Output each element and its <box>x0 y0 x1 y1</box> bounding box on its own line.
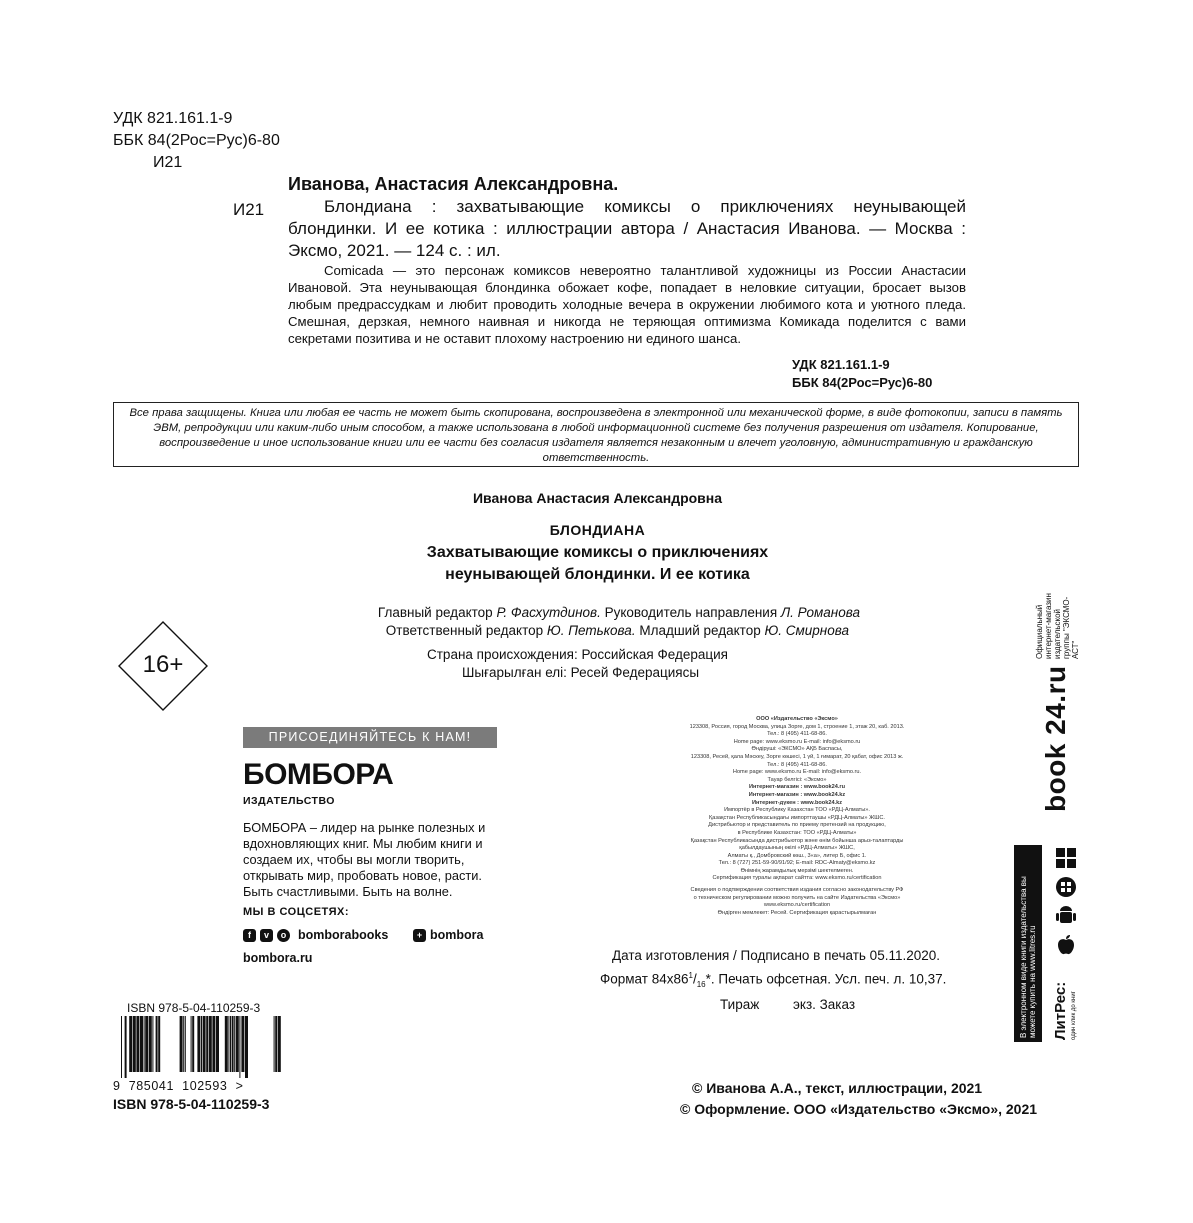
imprint-line: Интернет-дүкен : www.book24.kz <box>751 799 843 806</box>
barcode-bar <box>212 1016 215 1072</box>
bombora-logo-subtitle: ИЗДАТЕЛЬСТВО <box>243 795 335 807</box>
litres-tagline: один клик до книг <box>1071 991 1077 1040</box>
imprint-line: www.eksmo.ru/certification <box>763 902 831 909</box>
imprint-line: о техническом регулировании можно получить на сайте Издательства «Эксмо» <box>693 894 901 901</box>
windows-phone-icon <box>1054 875 1078 899</box>
barcode-bar <box>158 1016 160 1072</box>
bombora-promo: БОМБОРА – лидер на рынке полезных и вдохновляющих книг. Мы любим книги и создаем их, чтобы вы могли творить, открывать мир, пробовать новое, расти. Быть счастливыми. Быть на волне. <box>243 820 486 899</box>
barcode-bar <box>121 1016 122 1078</box>
barcode-bar <box>225 1016 228 1072</box>
udk-right: УДК 821.161.1-9 <box>792 357 890 372</box>
barcode-bar <box>191 1016 192 1072</box>
imprint-line: Өндірген мемлекет: Ресей. Сертификация қарастырылмаған <box>717 909 877 916</box>
imprint-block <box>652 716 942 917</box>
bbk-right: ББК 84(2Рос=Рус)6-80 <box>792 375 933 390</box>
barcode-bar <box>232 1016 234 1072</box>
imprint-line: Қазақстан Республикасындағы импорттаушы «РДЦ-Алматы» ЖШС. <box>709 814 885 821</box>
join-banner: ПРИСОЕДИНЯЙТЕСЬ К НАМ! <box>243 727 497 748</box>
format-sup: 1 <box>688 971 693 980</box>
barcode-bar <box>144 1016 145 1072</box>
imprint-line: Home page: www.eksmo.ru E-mail: info@eksmo.ru <box>733 738 861 745</box>
barcode-bar <box>197 1016 200 1072</box>
imprint-line: Өндіруші: «ЭКСМО» АҚБ Баспасы, <box>751 746 843 753</box>
platform-icons <box>1054 846 1080 962</box>
barcode-bar <box>192 1016 194 1072</box>
author-code-left: И21 <box>153 154 183 171</box>
country-ru: Страна происхождения: Российская Федерация <box>427 647 728 662</box>
barcode-bar <box>274 1016 275 1072</box>
barcode-bar <box>216 1016 219 1072</box>
country-kz: Шығарылған елі: Ресей Федерациясы <box>462 665 700 680</box>
format-text: Формат 84x86 <box>600 971 689 987</box>
production-info <box>600 946 946 1015</box>
bombora-site[interactable]: bombora.ru <box>243 951 313 965</box>
imprint-line: Тел.: 8 (495) 411-68-86. <box>767 761 827 768</box>
imprint-line: Өнімнің жарамдылық мерзімі шектелмеген. <box>740 867 854 874</box>
imprint-line: Home page: www.eksmo.ru E-mail: info@eksmo.ru. <box>732 769 862 776</box>
litres-text: В электронном виде книги издательства вы можете купить на www.litres.ru <box>1019 876 1037 1038</box>
bib-author: Иванова, Анастасия Александровна. <box>288 174 619 194</box>
staff-person: Р. Фасхутдинов. <box>496 605 601 620</box>
production-date: Дата изготовления / Подписано в печать 05.11.2020. <box>612 948 940 963</box>
vk-icon: v <box>260 929 273 942</box>
social-link-bomborabooks[interactable] <box>243 928 388 942</box>
imprint-line: Импортёр в Республику Казахстан ТОО «РДЦ-Алматы». <box>724 807 870 814</box>
staff-role: Главный редактор <box>377 605 497 620</box>
barcode-bar <box>228 1016 229 1072</box>
staff-person: Ю. Смирнова <box>764 623 849 638</box>
yandex-zen-icon: + <box>413 929 426 942</box>
age-rating-text: 16+ <box>142 651 184 678</box>
age-rating-badge <box>118 621 208 711</box>
windows-icon <box>1054 846 1078 870</box>
copyright-line1: © Иванова А.А., текст, иллюстрации, 2021 <box>692 1080 983 1096</box>
barcode-bar <box>245 1016 248 1078</box>
staff-person: Ю. Петькова. <box>546 623 636 638</box>
book-subtitle-line2: неунывающей блондинки. И ее котика <box>445 566 750 583</box>
imprint-line: Дистрибьютор и представитель по приему претензий на продукцию, <box>708 822 886 829</box>
imprint-line: Интернет-магазин : www.book24.kz <box>748 791 846 798</box>
bib-code: И21 <box>233 200 265 219</box>
udk-right-block <box>792 356 932 392</box>
barcode-bar <box>241 1016 244 1072</box>
book24-tagline: Официальный интернет-магазин издательской группы "ЭКСМО-АСТ" <box>1035 593 1080 659</box>
staff-person: Л. Романова <box>780 605 860 620</box>
barcode <box>113 1016 283 1093</box>
bombora-logo: БОМБОРА <box>243 758 394 791</box>
udk-left: УДК 821.161.1-9 <box>113 110 233 127</box>
staff-role: Руководитель направления <box>600 605 781 620</box>
barcode-bar <box>152 1016 153 1072</box>
imprint-line: Интернет-магазин : www.book24.ru <box>748 784 846 791</box>
barcode-digits: 9 785041 102593 > <box>113 1079 244 1093</box>
barcode-bar <box>278 1016 281 1072</box>
social-handle: bombora <box>430 928 484 942</box>
barcode-bar <box>156 1016 158 1072</box>
apple-icon <box>1054 933 1078 957</box>
barcode-bar <box>234 1016 235 1072</box>
instagram-icon: o <box>277 929 290 942</box>
book-subtitle-line1: Захватывающие комиксы о приключениях <box>426 544 769 561</box>
isbn-top: ISBN 978-5-04-110259-3 <box>127 1001 261 1015</box>
barcode-bar <box>236 1016 239 1072</box>
imprint-line: Қазақстан Республикасында дистрибьютор және өнім бойынша арыз-талаптарды <box>690 837 904 844</box>
imprint-line: Тауар белгісі: «Эксмо» <box>767 776 827 783</box>
android-icon <box>1054 904 1078 928</box>
imprint-line: в Республике Казахстан: ТОО «РДЦ-Алматы» <box>737 829 857 836</box>
imprint-line: 123308, Ресей, қала Мәскеу, Зорге көшесі, 1 үй, 1 ғимарат, 20 қабат, офис 2013 ж. <box>690 753 904 760</box>
imprint-line: 123308, Россия, город Москва, улица Зорге, дом 1, строение 1, этаж 20, каб. 2013. <box>689 723 905 730</box>
rights-notice: Все права защищены. Книга или любая ее часть не может быть скопирована, воспроизведена в электронной или механической форме, в виде фотокопии, записи в память ЭВМ, репродукции или каким-либо иным способом, а также использована в любой информационной системе без получения разрешения от издателя. Копирование, воспроизведение и иное использование книги или ее части без согласия издателя является незаконным и влечет уголовную, административную и гражданскую ответственность. <box>113 402 1079 467</box>
barcode-bar <box>275 1016 277 1072</box>
staff-role: Ответственный редактор <box>385 623 547 638</box>
social-link-bombora[interactable] <box>413 928 483 942</box>
book-author: Иванова Анастасия Александровна <box>472 490 723 506</box>
imprint-line: ООО «Издательство «Эксмо» <box>756 716 838 722</box>
barcode-icon <box>113 1016 283 1078</box>
barcode-bar <box>230 1016 231 1072</box>
book24-logo[interactable]: book 24.ru <box>1040 665 1071 812</box>
barcode-bar <box>206 1016 208 1072</box>
book-title: БЛОНДИАНА <box>549 522 646 538</box>
social-handle: bomborabooks <box>298 928 389 942</box>
barcode-bar <box>209 1016 212 1072</box>
imprint-line: Сертификация туралы ақпарат сайтта: www.eksmo.ru/certification <box>712 875 882 882</box>
barcode-bar <box>183 1016 184 1072</box>
imprint-line: Сведения о подтверждении соответствия издания согласно законодательству РФ <box>690 887 904 894</box>
bbk-left: ББК 84(2Рос=Рус)6-80 <box>113 132 280 149</box>
barcode-bar <box>145 1016 148 1072</box>
facebook-icon: f <box>243 929 256 942</box>
staff-line-1 <box>300 603 860 622</box>
barcode-bar <box>125 1016 127 1078</box>
production-format: Формат $84x86^1/_{16}*$. Печать офсетная. Усл. печ. л. 10,37. <box>600 971 947 990</box>
barcode-bar <box>185 1016 186 1072</box>
social-heading: МЫ В СОЦСЕТЯХ: <box>243 906 350 918</box>
copyright <box>680 1078 1038 1120</box>
imprint-line: Алматы қ., Домбровский көш., 3«а», литер Б, офис 1. <box>727 852 867 859</box>
barcode-bar <box>239 1016 240 1078</box>
barcode-bar <box>180 1016 183 1072</box>
litres-logo[interactable]: ЛитРес: <box>1052 981 1069 1040</box>
barcode-bar <box>201 1016 202 1072</box>
imprint-line: Тел.: 8 (495) 411-68-86. <box>767 731 827 738</box>
isbn-bottom: ISBN 978-5-04-110259-3 <box>113 1096 270 1112</box>
barcode-bar <box>136 1016 139 1072</box>
book-subtitle <box>300 542 895 586</box>
production-run: Тираж экз. Заказ <box>720 997 856 1013</box>
barcode-bar <box>129 1016 132 1072</box>
bib-annotation: Comicada — это персонаж комиксов невероятно талантливой художницы из России Анастасии Ивановой. Эта неунывающая блондинка обожает кофе, попадает в неловкие ситуации, бросает вызов любым предрассудкам и любит проводить холодные вечера в окружении любимого кота и уютного пледа. Смешная, дерзкая, немного наивная и никогда не теряющая оптимизма Комикада поделится с вами секретами позитива и не оставит плохому настроению ни единого шанса. <box>288 263 966 346</box>
format-sub: 16 <box>696 980 706 990</box>
bib-entry: Блондиана : захватывающие комиксы о приключениях неунывающей блондинки. И ее котика : иллюстрации автора / Анастасия Иванова. — Москва : Эксмо, 2021. — 124 с. : ил. <box>288 197 966 260</box>
format-rest: *. Печать офсетная. Усл. печ. л. 10,37. <box>705 971 947 987</box>
staff-line-2 <box>300 621 849 640</box>
barcode-bar <box>133 1016 136 1072</box>
imprint-line: қабылдаушының өкілі «РДЦ-Алматы» ЖШС, <box>739 845 855 852</box>
barcode-bar <box>203 1016 206 1072</box>
imprint-line: Тел.: 8 (727) 251-59-90/91/92; E-mail: RDC-Almaty@eksmo.kz <box>718 860 876 867</box>
barcode-bar <box>149 1016 152 1072</box>
copyright-line2: © Оформление. ООО «Издательство «Эксмо», 2021 <box>680 1101 1038 1117</box>
staff-role: Младший редактор <box>635 623 765 638</box>
barcode-bar <box>140 1016 143 1072</box>
